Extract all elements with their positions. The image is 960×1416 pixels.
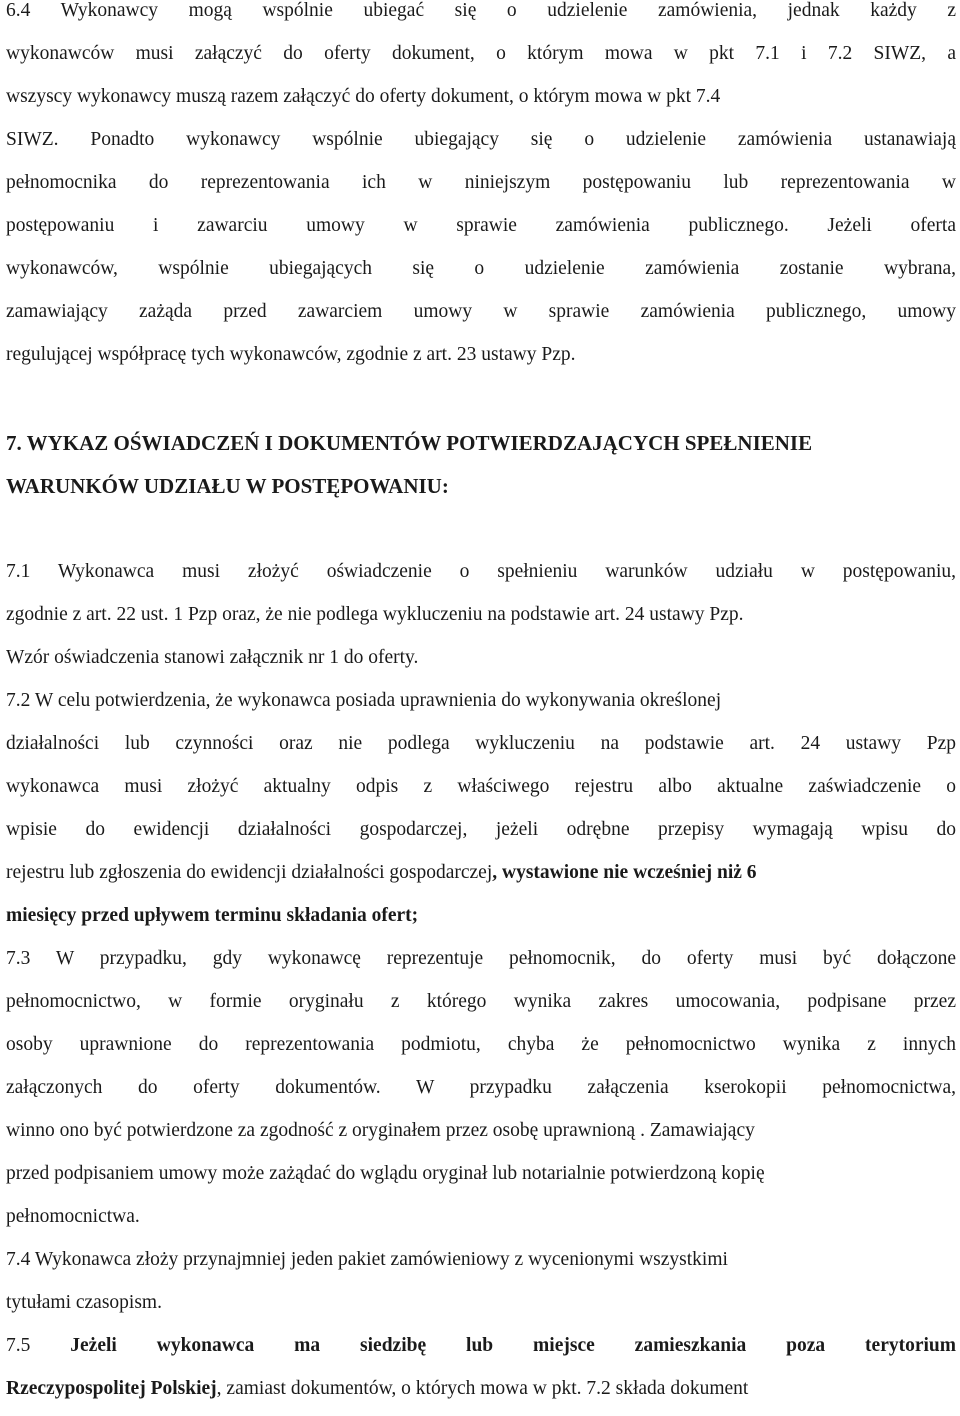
paragraph-7-3-line: 7.3 W przypadku, gdy wykonawcę reprezentuje pełnomocnik, do oferty musi być dołączone (6, 948, 956, 969)
paragraph-7-3-line: załączonych do oferty dokumentów. W przypadku załączenia kserokopii pełnomocnictwa, (6, 1077, 956, 1098)
paragraph-6-4-line: wszyscy wykonawcy muszą razem załączyć do oferty dokument, o którym mowa w pkt 7.4 (6, 86, 721, 107)
paragraph-7-3-line: pełnomocnictwo, w formie oryginału z którego wynika zakres umocowania, podpisane przez (6, 991, 956, 1012)
paragraph-7-5-text: , zamiast dokumentów, o których mowa w pkt. 7.2 składa dokument (216, 1378, 749, 1399)
paragraph-6-4-line: postępowaniu i zawarciu umowy w sprawie zamówienia publicznego. Jeżeli oferta (6, 215, 956, 236)
paragraph-7-3-line: winno ono być potwierdzone za zgodność z oryginałem przez osobę uprawnioną . Zamawiający (6, 1120, 755, 1141)
paragraph-7-3-line: osoby uprawnione do reprezentowania podmiotu, chyba że pełnomocnictwo wynika z innych (6, 1034, 956, 1055)
paragraph-7-2-text: rejestru lub zgłoszenia do ewidencji działalności gospodarczej (6, 862, 493, 883)
paragraph-7-3-line: pełnomocnictwa. (6, 1206, 140, 1227)
paragraph-6-4-line: zamawiający zażąda przed zawarciem umowy w sprawie zamówienia publicznego, umowy (6, 301, 956, 322)
paragraph-7-5-text: 7.5 (6, 1335, 71, 1356)
paragraph-7-1-line: Wzór oświadczenia stanowi załącznik nr 1 do oferty. (6, 647, 419, 668)
section-7-heading: WARUNKÓW UDZIAŁU W POSTĘPOWANIU: (6, 474, 449, 498)
paragraph-7-2-line: 7.2 W celu potwierdzenia, że wykonawca posiada uprawnienia do wykonywania określonej (6, 690, 722, 711)
paragraph-6-4-line: wykonawców musi załączyć do oferty dokument, o którym mowa w pkt 7.1 i 7.2 SIWZ, a (6, 43, 956, 64)
paragraph-7-1-line: zgodnie z art. 22 ust. 1 Pzp oraz, że nie podlega wykluczeniu na podstawie art. 24 ustawy Pzp. (6, 604, 744, 625)
paragraph-7-5-bold-text: Rzeczypospolitej Polskiej (6, 1378, 217, 1399)
paragraph-6-4-line: pełnomocnika do reprezentowania ich w niniejszym postępowaniu lub reprezentowania w (6, 172, 956, 193)
paragraph-7-3-line: przed podpisaniem umowy może zażądać do wglądu oryginał lub notarialnie potwierdzoną kopię (6, 1163, 765, 1184)
paragraph-7-5-line (6, 1378, 956, 1400)
paragraph-6-4-line: wykonawców, wspólnie ubiegających się o udzielenie zamówienia zostanie wybrana, (6, 258, 956, 279)
paragraph-7-2-line (6, 905, 956, 927)
paragraph-7-2-line: wpisie do ewidencji działalności gospodarczej, jeżeli odrębne przepisy wymagają wpisu do (6, 819, 956, 840)
paragraph-7-2-bold-text: , wystawione nie wcześniej niż 6 (492, 862, 757, 883)
paragraph-7-1-line: 7.1 Wykonawca musi złożyć oświadczenie o spełnieniu warunków udziału w postępowaniu, (6, 561, 956, 582)
paragraph-7-2-bold-text: miesięcy przed upływem terminu składania ofert; (6, 905, 419, 926)
paragraph-6-4-line: regulującej współpracę tych wykonawców, zgodnie z art. 23 ustawy Pzp. (6, 344, 576, 365)
paragraph-7-2-line (6, 862, 956, 884)
paragraph-7-4-line: tytułami czasopism. (6, 1292, 162, 1313)
paragraph-7-2-line: działalności lub czynności oraz nie podlega wykluczeniu na podstawie art. 24 ustawy Pzp (6, 733, 956, 754)
paragraph-7-5-line (6, 1335, 956, 1365)
paragraph-7-5-bold-text: Jeżeli wykonawca ma siedzibę lub miejsce zamieszkania poza terytorium (70, 1335, 956, 1356)
paragraph-7-2-line: wykonawca musi złożyć aktualny odpis z właściwego rejestru albo aktualne zaświadczenie o (6, 776, 956, 797)
paragraph-6-4-line: 6.4 Wykonawcy mogą wspólnie ubiegać się o udzielenie zamówienia, jednak każdy z (6, 0, 956, 21)
paragraph-7-4-line: 7.4 Wykonawca złoży przynajmniej jeden pakiet zamówieniowy z wycenionymi wszystkimi (6, 1249, 728, 1270)
paragraph-6-4-line: SIWZ. Ponadto wykonawcy wspólnie ubiegający się o udzielenie zamówienia ustanawiają (6, 129, 956, 150)
section-7-heading: 7. WYKAZ OŚWIADCZEŃ I DOKUMENTÓW POTWIERDZAJĄCYCH SPEŁNIENIE (6, 431, 813, 455)
